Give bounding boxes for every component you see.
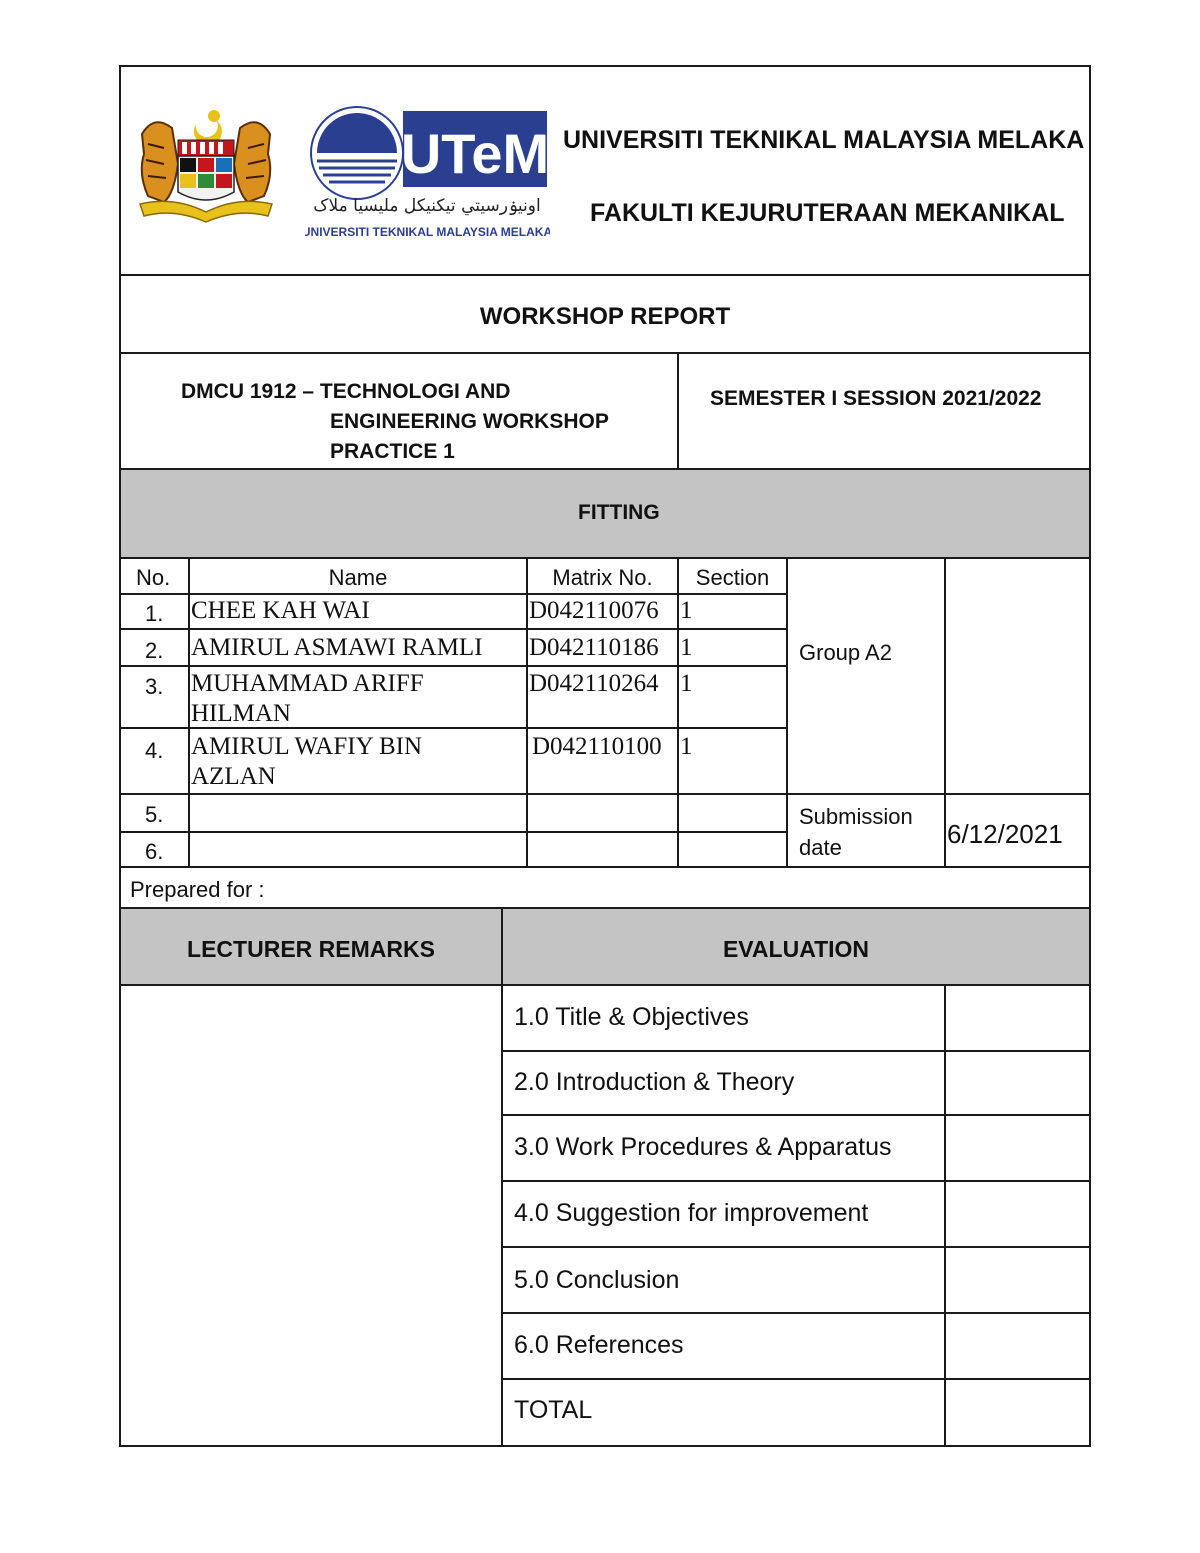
course-line-2: ENGINEERING WORKSHOP bbox=[330, 410, 609, 433]
malaysia-coat-of-arms-logo bbox=[134, 104, 278, 230]
row-4-name-line-1: AMIRUL WAFIY BIN bbox=[191, 733, 423, 760]
header-section: Section bbox=[695, 565, 770, 590]
row-4-no: 4. bbox=[145, 738, 164, 763]
course-line-1: DMCU 1912 – TECHNOLOGI AND bbox=[181, 380, 511, 403]
row-3-section: 1 bbox=[680, 670, 693, 697]
row-3-matrix: D042110264 bbox=[529, 670, 659, 697]
utem-logo bbox=[305, 103, 550, 241]
row-1-matrix: D042110076 bbox=[529, 597, 659, 624]
evaluation-item-references: 6.0 References bbox=[514, 1331, 684, 1359]
row-2-section: 1 bbox=[680, 634, 693, 661]
row-4-matrix: D042110100 bbox=[532, 733, 662, 760]
row-4-name-line-2: AZLAN bbox=[191, 763, 276, 790]
evaluation-header: EVALUATION bbox=[722, 936, 870, 962]
row-5-no: 5. bbox=[145, 802, 164, 827]
course-line-3: PRACTICE 1 bbox=[330, 440, 455, 463]
row-1-section: 1 bbox=[680, 597, 693, 624]
submission-label-line-2: date bbox=[799, 835, 842, 860]
header-matrix: Matrix No. bbox=[552, 565, 653, 590]
row-6-no: 6. bbox=[145, 839, 164, 864]
evaluation-item-work-procedures: 3.0 Work Procedures & Apparatus bbox=[514, 1133, 892, 1161]
practical-title: FITTING bbox=[578, 501, 660, 524]
submission-label-line-1: Submission bbox=[799, 804, 913, 829]
university-name: UNIVERSITI TEKNIKAL MALAYSIA MELAKA bbox=[563, 126, 1085, 154]
evaluation-item-title-objectives: 1.0 Title & Objectives bbox=[514, 1003, 749, 1031]
row-2-matrix: D042110186 bbox=[529, 634, 659, 661]
evaluation-item-introduction-theory: 2.0 Introduction & Theory bbox=[514, 1068, 795, 1096]
utem-logo-jawi: اونيۏرسيتي تيکنيکل مليسيا ملاک bbox=[313, 196, 541, 216]
prepared-for: Prepared for : bbox=[130, 877, 265, 902]
row-3-name-line-2: HILMAN bbox=[191, 700, 291, 727]
lecturer-remarks-box bbox=[121, 986, 501, 1445]
semester-session: SEMESTER I SESSION 2021/2022 bbox=[710, 387, 1042, 410]
evaluation-item-total: TOTAL bbox=[514, 1396, 593, 1424]
report-title: WORKSHOP REPORT bbox=[479, 303, 731, 330]
header-name: Name bbox=[328, 565, 388, 590]
row-2-name: AMIRUL ASMAWI RAMLI bbox=[191, 634, 483, 661]
row-4-section: 1 bbox=[680, 733, 693, 760]
utem-logo-subtitle: UNIVERSITI TEKNIKAL MALAYSIA MELAKA bbox=[305, 225, 550, 239]
evaluation-item-suggestion: 4.0 Suggestion for improvement bbox=[514, 1199, 869, 1227]
utem-logo-text: UTeM bbox=[400, 122, 550, 185]
row-3-no: 3. bbox=[145, 674, 164, 699]
row-1-name: CHEE KAH WAI bbox=[191, 597, 370, 624]
header-no: No. bbox=[136, 565, 171, 590]
submission-date: 6/12/2021 bbox=[947, 819, 1063, 849]
group-label: Group A2 bbox=[799, 640, 892, 665]
evaluation-item-conclusion: 5.0 Conclusion bbox=[514, 1266, 680, 1294]
row-1-no: 1. bbox=[145, 601, 164, 626]
lecturer-remarks-header: LECTURER REMARKS bbox=[187, 936, 435, 962]
faculty-name: FAKULTI KEJURUTERAAN MEKANIKAL bbox=[590, 199, 1065, 227]
row-2-no: 2. bbox=[145, 638, 164, 663]
row-3-name-line-1: MUHAMMAD ARIFF bbox=[191, 670, 424, 697]
